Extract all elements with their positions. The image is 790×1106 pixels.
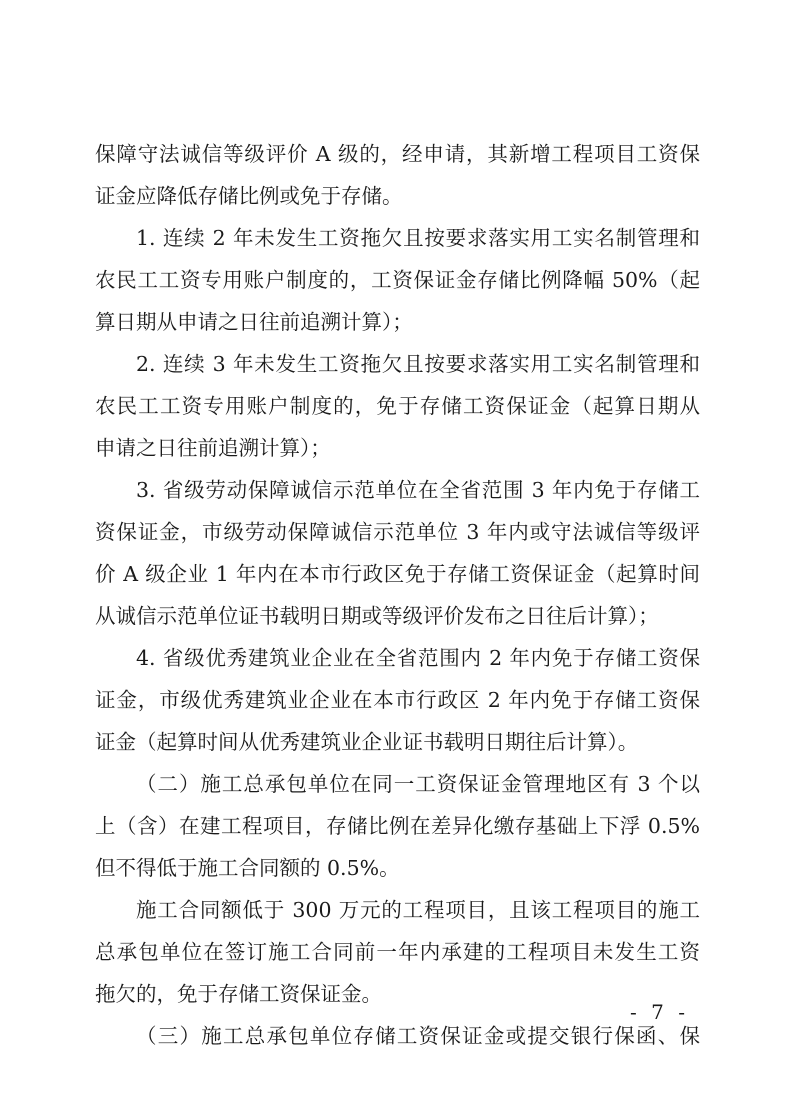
text-line: 1. 连续 2 年未发生工资拖欠且按要求落实用工实名制管理和 [136, 226, 700, 250]
text-line: 资保证金，市级劳动保障诚信示范单位 3 年内或守法诚信等级评 [95, 520, 700, 544]
text-line: （三）施工总承包单位存储工资保证金或提交银行保函、保 [136, 1024, 700, 1048]
text-line: 保障守法诚信等级评价 A 级的，经申请，其新增工程项目工资保 [95, 142, 700, 166]
text-line: 申请之日往前追溯计算）； [95, 436, 331, 460]
text-line: 证金（起算时间从优秀建筑业企业证书载明日期往后计算）。 [95, 730, 639, 754]
text-line: 证金应降低存储比例或免于存储。 [95, 184, 403, 208]
text-line: 证金，市级优秀建筑业企业在本市行政区 2 年内免于存储工资保 [95, 688, 700, 712]
text-line: 施工合同额低于 300 万元的工程项目，且该工程项目的施工 [136, 898, 700, 922]
text-line: 从诚信示范单位证书载明日期或等级评价发布之日往后计算）； [95, 604, 659, 628]
text-line: 算日期从申请之日往前追溯计算）； [95, 310, 413, 334]
text-line: （二）施工总承包单位在同一工资保证金管理地区有 3 个以 [136, 772, 700, 796]
text-line: 农民工工资专用账户制度的，工资保证金存储比例降幅 50%（起 [95, 268, 700, 292]
text-line: 拖欠的，免于存储工资保证金。 [95, 982, 382, 1006]
text-line: 但不得低于施工合同额的 0.5%。 [95, 856, 400, 880]
text-line: 4. 省级优秀建筑业企业在全省范围内 2 年内免于存储工资保 [136, 646, 700, 670]
document-body [95, 133, 700, 1057]
text-line: 价 A 级企业 1 年内在本市行政区免于存储工资保证金（起算时间 [95, 562, 700, 586]
text-line: 上（含）在建工程项目，存储比例在差异化缴存基础上下浮 0.5% [95, 814, 700, 838]
text-line: 3. 省级劳动保障诚信示范单位在全省范围 3 年内免于存储工 [136, 478, 700, 502]
text-line: 农民工工资专用账户制度的，免于存储工资保证金（起算日期从 [95, 394, 700, 418]
text-line: 总承包单位在签订施工合同前一年内承建的工程项目未发生工资 [95, 940, 700, 964]
text-line: 2. 连续 3 年未发生工资拖欠且按要求落实用工实名制管理和 [136, 352, 700, 376]
page-number: - 7 - [630, 1000, 689, 1024]
